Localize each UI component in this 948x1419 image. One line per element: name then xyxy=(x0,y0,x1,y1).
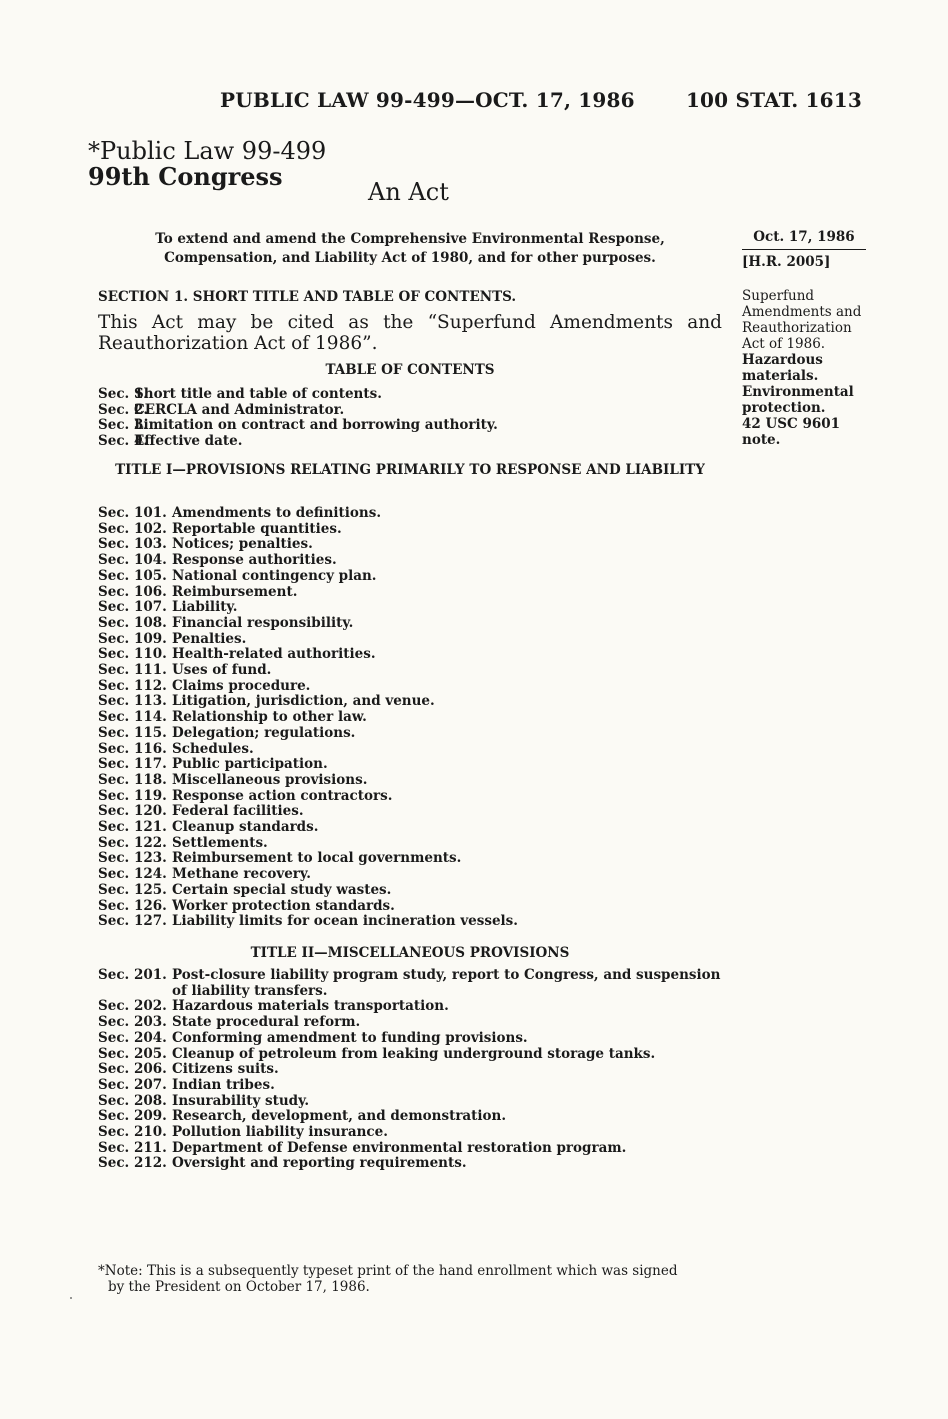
toc-entry xyxy=(98,1156,722,1172)
toc-entry-title: Cleanup standards. xyxy=(172,819,319,836)
toc-entry-number: Sec. 105. xyxy=(98,567,167,584)
toc-entry-number: Sec. 202. xyxy=(98,998,167,1015)
toc-entry xyxy=(98,710,722,726)
toc-entry-number: Sec. 120. xyxy=(98,803,167,820)
toc-entry xyxy=(98,757,722,773)
toc-entry xyxy=(98,585,722,601)
toc-entry-title: Post-closure liability program study, report to Congress, and suspension of liability transfers. xyxy=(172,967,721,999)
toc-entry-number: Sec. 113. xyxy=(98,693,167,710)
margin-date-block xyxy=(742,228,866,272)
margin-notes xyxy=(742,288,872,448)
toc-entry-title: Public participation. xyxy=(172,756,328,773)
toc-entry xyxy=(98,742,722,758)
toc-general-list xyxy=(98,387,722,450)
toc-entry-title: Financial responsibility. xyxy=(172,614,354,631)
toc-entry xyxy=(98,804,722,820)
header-law-date: PUBLIC LAW 99-499—OCT. 17, 1986 xyxy=(220,88,635,112)
bill-number: [H.R. 2005] xyxy=(742,254,831,270)
toc-entry xyxy=(98,836,722,852)
toc-entry-number: Sec. 212. xyxy=(98,1155,167,1172)
toc-entry-number: Sec. 123. xyxy=(98,850,167,867)
toc-entry xyxy=(98,632,722,648)
margin-note: Hazardous materials. xyxy=(742,352,823,384)
toc-entry-number: Sec. 118. xyxy=(98,771,167,788)
toc-entry-title: Response authorities. xyxy=(172,552,337,569)
toc-entry xyxy=(98,820,722,836)
toc-entry-number: Sec. 114. xyxy=(98,709,167,726)
toc-entry-title: Response action contractors. xyxy=(172,787,393,804)
toc-entry-number: Sec. 209. xyxy=(98,1108,167,1125)
an-act-heading: An Act xyxy=(368,178,449,206)
toc-entry-number: Sec. 107. xyxy=(98,599,167,616)
toc-entry-title: Health-related authorities. xyxy=(172,646,376,663)
toc-entry-title: Liability. xyxy=(172,599,238,616)
toc-entry-title: Department of Defense environmental restoration program. xyxy=(172,1139,627,1156)
toc-entry-title: Limitation on contract and borrowing authority. xyxy=(134,417,498,434)
toc-entry xyxy=(98,899,722,915)
toc-entry xyxy=(98,616,722,632)
toc-entry-number: Sec. 205. xyxy=(98,1045,167,1062)
toc-entry-title: Miscellaneous provisions. xyxy=(172,771,368,788)
toc-entry xyxy=(98,726,722,742)
toc-entry-number: Sec. 3. xyxy=(98,417,149,434)
toc-entry-number: Sec. 116. xyxy=(98,740,167,757)
toc-entry xyxy=(98,403,722,419)
margin-note: Superfund Amendments and Reauthorization Act of 1986. xyxy=(742,288,862,352)
toc-entry-title: Conforming amendment to funding provisions. xyxy=(172,1029,528,1046)
toc-entry-number: Sec. 117. xyxy=(98,756,167,773)
toc-entry-title: Litigation, jurisdiction, and venue. xyxy=(172,693,435,710)
toc-entry xyxy=(98,1015,722,1031)
toc-entry xyxy=(98,537,722,553)
toc-entry-title: Citizens suits. xyxy=(172,1061,279,1078)
toc-entry-number: Sec. 101. xyxy=(98,505,167,521)
toc-entry xyxy=(98,679,722,695)
toc-entry xyxy=(98,600,722,616)
toc-heading: TABLE OF CONTENTS xyxy=(325,362,495,378)
toc-entry-title: Uses of fund. xyxy=(172,662,272,679)
toc-entry xyxy=(98,773,722,789)
toc-entry xyxy=(98,851,722,867)
toc-entry-number: Sec. 115. xyxy=(98,724,167,741)
toc-entry xyxy=(98,789,722,805)
toc-entry xyxy=(98,434,722,450)
toc-title-1-list xyxy=(98,506,722,930)
toc-entry xyxy=(98,694,722,710)
toc-entry-number: Sec. 111. xyxy=(98,662,167,679)
toc-entry-title: Notices; penalties. xyxy=(172,536,313,553)
toc-entry-title: Cleanup of petroleum from leaking underground storage tanks. xyxy=(172,1045,656,1062)
toc-entry-number: Sec. 126. xyxy=(98,897,167,914)
toc-entry-number: Sec. 110. xyxy=(98,646,167,663)
toc-entry xyxy=(98,1109,722,1125)
public-law-number: *Public Law 99-499 xyxy=(88,137,327,165)
toc-entry-title: Effective date. xyxy=(134,433,243,450)
toc-entry xyxy=(98,506,722,522)
toc-entry-title: Reimbursement. xyxy=(172,583,298,600)
toc-entry xyxy=(98,1094,722,1110)
title-2-heading: TITLE II—MISCELLANEOUS PROVISIONS xyxy=(250,945,570,961)
toc-entry xyxy=(98,1125,722,1141)
purpose-clause: To extend and amend the Comprehensive Environmental Response, Compensation, and Liability Act of 1980, and for other purposes. xyxy=(155,231,665,266)
toc-entry-number: Sec. 1. xyxy=(98,386,149,402)
toc-entry-title: Schedules. xyxy=(172,740,254,757)
toc-entry-number: Sec. 125. xyxy=(98,881,167,898)
toc-entry-title: Pollution liability insurance. xyxy=(172,1124,388,1141)
title-1-heading: TITLE I—PROVISIONS RELATING PRIMARILY TO RESPONSE AND LIABILITY xyxy=(115,462,705,478)
toc-entry-number: Sec. 2. xyxy=(98,401,149,418)
toc-entry-title: National contingency plan. xyxy=(172,567,377,584)
section-1-heading: SECTION 1. SHORT TITLE AND TABLE OF CONTENTS. xyxy=(98,289,517,305)
toc-entry-number: Sec. 109. xyxy=(98,630,167,647)
toc-entry-number: Sec. 121. xyxy=(98,819,167,836)
toc-entry-number: Sec. 208. xyxy=(98,1092,167,1109)
toc-entry-title: Delegation; regulations. xyxy=(172,724,356,741)
toc-entry-title: Methane recovery. xyxy=(172,866,311,883)
footnote-line-2: by the President on October 17, 1986. xyxy=(108,1279,370,1295)
toc-entry-number: Sec. 122. xyxy=(98,834,167,851)
toc-entry-number: Sec. 207. xyxy=(98,1076,167,1093)
toc-entry-title: Relationship to other law. xyxy=(172,709,367,726)
toc-entry xyxy=(98,914,722,930)
toc-entry-title: Oversight and reporting requirements. xyxy=(172,1155,467,1172)
toc-entry-title: Settlements. xyxy=(172,834,268,851)
toc-entry xyxy=(98,1031,722,1047)
toc-entry-title: Certain special study wastes. xyxy=(172,881,392,898)
toc-entry-number: Sec. 201. xyxy=(98,967,167,983)
toc-entry-title: Worker protection standards. xyxy=(172,897,395,914)
toc-entry-number: Sec. 211. xyxy=(98,1139,167,1156)
toc-entry-number: Sec. 106. xyxy=(98,583,167,600)
speck-mark xyxy=(70,1297,72,1299)
toc-entry-number: Sec. 108. xyxy=(98,614,167,631)
law-identity xyxy=(88,138,326,190)
toc-entry-title: Reimbursement to local governments. xyxy=(172,850,462,867)
toc-entry xyxy=(98,883,722,899)
toc-entry xyxy=(98,999,722,1015)
toc-entry xyxy=(98,1141,722,1157)
toc-entry-title: Insurability study. xyxy=(172,1092,310,1109)
toc-entry xyxy=(98,522,722,538)
toc-entry-number: Sec. 103. xyxy=(98,536,167,553)
header-stat: 100 STAT. 1613 xyxy=(685,88,862,112)
toc-entry xyxy=(98,968,722,999)
toc-entry-number: Sec. 104. xyxy=(98,552,167,569)
toc-entry xyxy=(98,663,722,679)
toc-entry-title: Penalties. xyxy=(172,630,247,647)
toc-entry-number: Sec. 124. xyxy=(98,866,167,883)
toc-entry-title: Amendments to definitions. xyxy=(172,505,382,521)
toc-entry-number: Sec. 127. xyxy=(98,913,167,930)
toc-entry-title: Federal facilities. xyxy=(172,803,304,820)
toc-entry-title: Hazardous materials transportation. xyxy=(172,998,449,1015)
enactment-date: Oct. 17, 1986 xyxy=(742,228,866,250)
toc-entry xyxy=(98,1078,722,1094)
toc-entry-number: Sec. 102. xyxy=(98,520,167,537)
margin-note: 42 USC 9601 note. xyxy=(742,416,841,448)
margin-note: Environmental protection. xyxy=(742,384,854,416)
running-header xyxy=(220,88,862,112)
short-title-citation: This Act may be cited as the “Superfund Amendments and Reauthorization Act of 1986”. xyxy=(98,312,722,354)
toc-entry-number: Sec. 210. xyxy=(98,1124,167,1141)
toc-entry xyxy=(98,569,722,585)
toc-entry-title: Reportable quantities. xyxy=(172,520,342,537)
toc-entry-number: Sec. 119. xyxy=(98,787,167,804)
toc-entry-title: State procedural reform. xyxy=(172,1014,361,1031)
toc-entry-title: Research, development, and demonstration. xyxy=(172,1108,507,1125)
toc-title-2-list xyxy=(98,968,722,1172)
toc-entry xyxy=(98,387,722,403)
toc-entry-number: Sec. 206. xyxy=(98,1061,167,1078)
toc-entry-title: Short title and table of contents. xyxy=(134,386,382,402)
toc-entry-title: Claims procedure. xyxy=(172,677,311,694)
toc-entry-title: Indian tribes. xyxy=(172,1076,275,1093)
toc-entry-title: CERCLA and Administrator. xyxy=(134,401,345,418)
toc-entry xyxy=(98,867,722,883)
toc-entry xyxy=(98,553,722,569)
toc-entry xyxy=(98,1062,722,1078)
toc-entry xyxy=(98,1047,722,1063)
toc-entry-title: Liability limits for ocean incineration vessels. xyxy=(172,913,518,930)
toc-entry-number: Sec. 112. xyxy=(98,677,167,694)
footnote xyxy=(98,1263,722,1295)
toc-entry-number: Sec. 204. xyxy=(98,1029,167,1046)
footnote-line-1: *Note: This is a subsequently typeset print of the hand enrollment which was signed xyxy=(98,1263,678,1279)
toc-entry xyxy=(98,418,722,434)
congress-number: 99th Congress xyxy=(88,162,283,191)
toc-entry xyxy=(98,647,722,663)
toc-entry-number: Sec. 4. xyxy=(98,433,149,450)
toc-entry-number: Sec. 203. xyxy=(98,1014,167,1031)
